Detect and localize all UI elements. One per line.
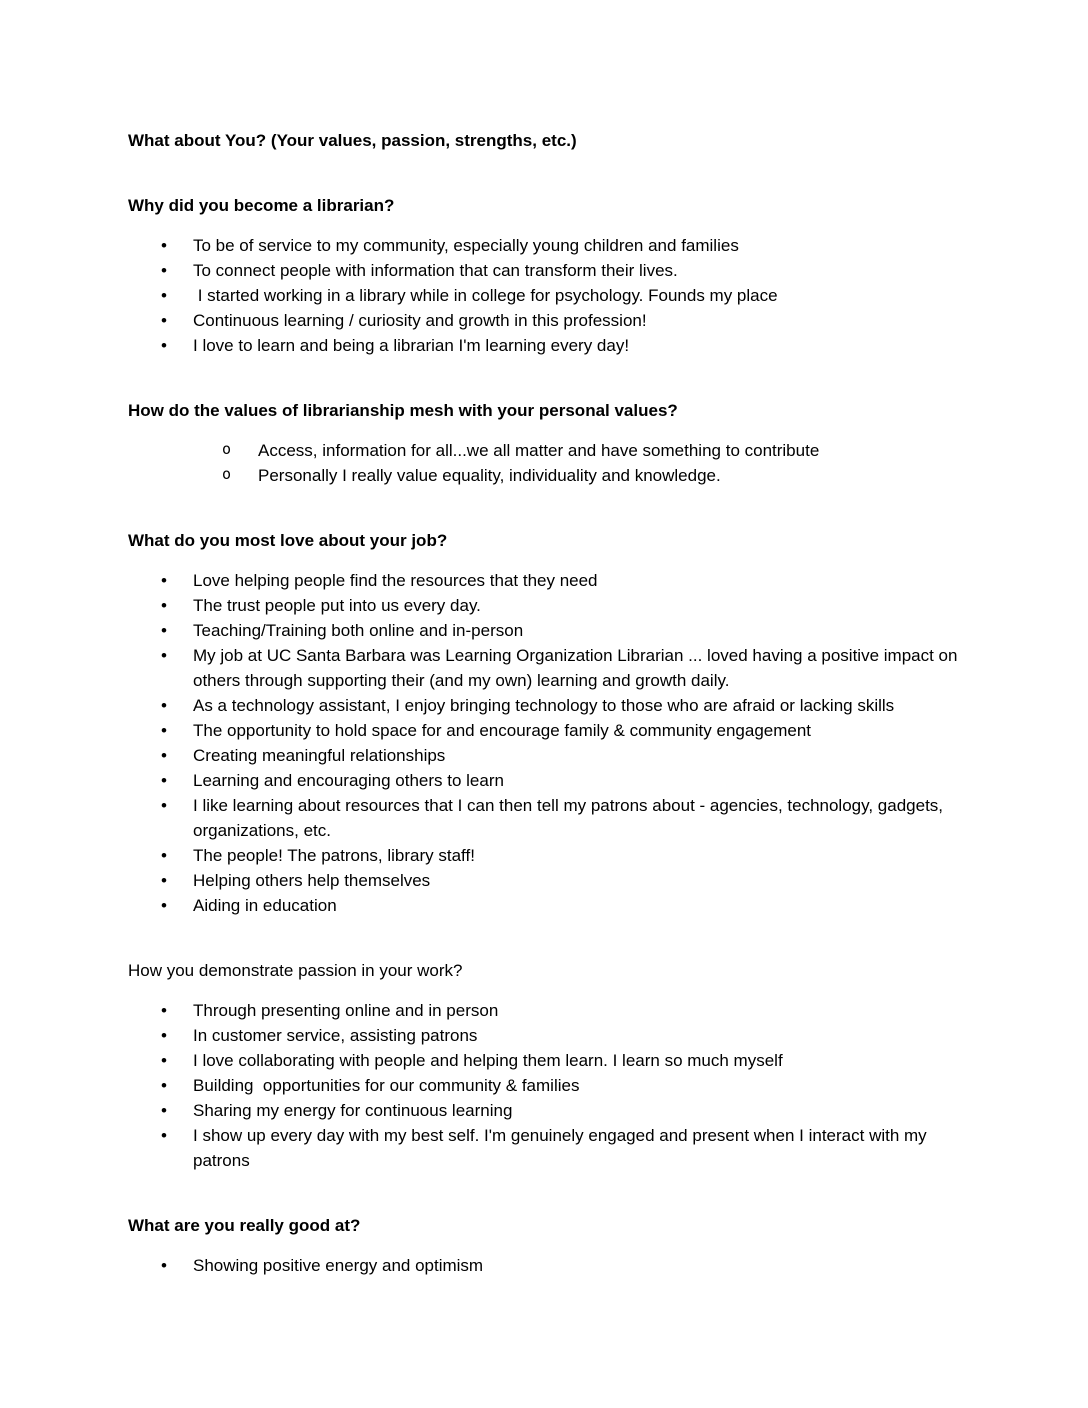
list-item: • The people! The patrons, library staff! [128,843,960,868]
section-values-mesh [128,398,960,488]
bullet-list [128,998,960,1173]
section-love-about-job [128,528,963,918]
list-item: • I like learning about resources that I can then tell my patrons about - agencies, technology, gadgets, organizations, etc. [128,793,960,843]
list-item: • I show up every day with my best self. I'm genuinely engaged and present when I interact with my patrons [128,1123,960,1173]
list-item: • Love helping people find the resources that they need [128,568,960,593]
list-item: • Aiding in education [128,893,960,918]
list-item: • My job at UC Santa Barbara was Learning Organization Librarian ... loved having a positive impact on others through supporting their (and my own) learning and growth daily. [128,643,960,693]
list-item: • Showing positive energy and optimism [128,1253,960,1278]
list-item: • Continuous learning / curiosity and growth in this profession! [128,308,960,333]
list-item: o Personally I really value equality, individuality and knowledge. [128,463,960,488]
section-demonstrate-passion [128,958,960,1173]
list-item: • I love collaborating with people and helping them learn. I learn so much myself [128,1048,960,1073]
section-really-good-at [128,1213,960,1278]
list-item: • Learning and encouraging others to learn [128,768,960,793]
sub-bullet-list [128,438,960,488]
section-why-became-librarian [128,193,960,358]
list-item: • As a technology assistant, I enjoy bringing technology to those who are afraid or lacking skills [128,693,960,718]
bullet-list [128,233,960,358]
list-item: • The trust people put into us every day. [128,593,960,618]
list-item: • Sharing my energy for continuous learning [128,1098,960,1123]
list-item: • Helping others help themselves [128,868,960,893]
list-item: • The opportunity to hold space for and encourage family & community engagement [128,718,960,743]
section-heading: Why did you become a librarian? [128,196,395,215]
list-item: • In customer service, assisting patrons [128,1023,960,1048]
bullet-list [128,1253,960,1278]
section-heading: What do you most love about your job? [128,531,448,550]
list-item: • Building opportunities for our community & families [128,1073,960,1098]
bullet-list [128,568,963,918]
list-item: • To be of service to my community, especially young children and families [128,233,960,258]
section-heading: How you demonstrate passion in your work? [128,961,463,980]
list-item: • Teaching/Training both online and in-person [128,618,960,643]
section-heading: What are you really good at? [128,1216,361,1235]
document-title: What about You? (Your values, passion, strengths, etc.) [128,131,577,150]
section-heading: How do the values of librarianship mesh with your personal values? [128,401,678,420]
list-item: o Access, information for all...we all matter and have something to contribute [128,438,960,463]
list-item: • I love to learn and being a librarian I'm learning every day! [128,333,960,358]
list-item: • To connect people with information that can transform their lives. [128,258,960,283]
list-item: • I started working in a library while in college for psychology. Founds my place [128,283,960,308]
list-item: • Through presenting online and in person [128,998,960,1023]
list-item: • Creating meaningful relationships [128,743,960,768]
